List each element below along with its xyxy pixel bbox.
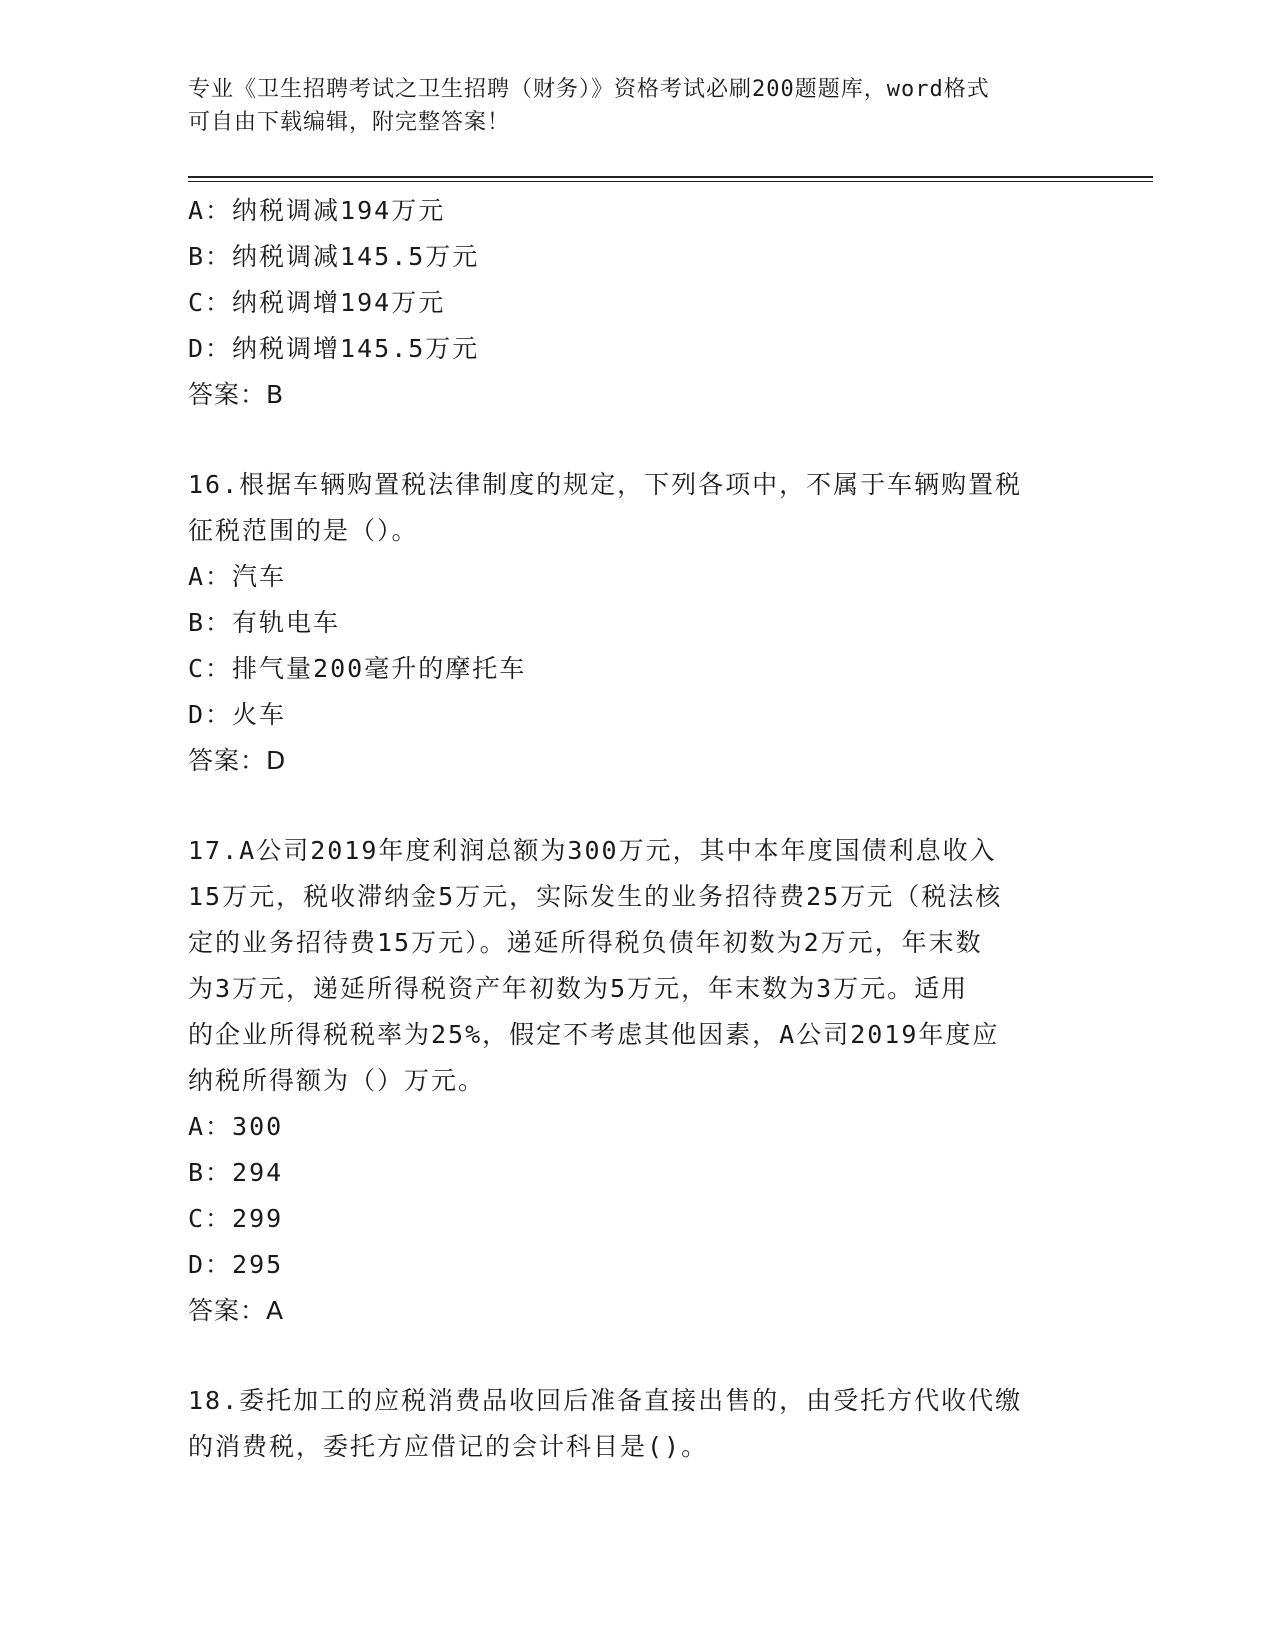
question-text-line: 为3万元，递延所得税资产年初数为5万元，年末数为3万元。适用 bbox=[188, 974, 969, 1003]
header-divider-thick bbox=[188, 176, 1153, 178]
document-header bbox=[188, 73, 1088, 139]
option-c: C：纳税调增194万元 bbox=[188, 288, 446, 317]
question-text-line: 15万元，税收滞纳金5万元，实际发生的业务招待费25万元（税法核 bbox=[188, 882, 1003, 911]
option-a: A：纳税调减194万元 bbox=[188, 196, 446, 225]
question-18 bbox=[188, 1378, 1093, 1470]
option-b: B：有轨电车 bbox=[188, 608, 341, 637]
header-divider-thin bbox=[188, 181, 1153, 182]
option-c: C：299 bbox=[188, 1204, 284, 1233]
answer-line: 答案：D bbox=[188, 746, 287, 775]
question-text-line: 16.根据车辆购置税法律制度的规定，下列各项中，不属于车辆购置税 bbox=[188, 470, 1023, 499]
answer-line: 答案：A bbox=[188, 1296, 285, 1325]
option-b: B：纳税调减145.5万元 bbox=[188, 242, 480, 271]
question-text-line: 的企业所得税税率为25%，假定不考虑其他因素，A公司2019年度应 bbox=[188, 1020, 1000, 1049]
question-text-line: 定的业务招待费15万元）。递延所得税负债年初数为2万元，年末数 bbox=[188, 928, 983, 957]
answer-line: 答案：B bbox=[188, 380, 285, 409]
header-line-1: 专业《卫生招聘考试之卫生招聘（财务）》资格考试必刷200题题库，word格式 bbox=[188, 77, 990, 102]
option-d: D：纳税调增145.5万元 bbox=[188, 334, 480, 363]
question-15-continuation bbox=[188, 188, 1093, 418]
option-a: A：汽车 bbox=[188, 562, 287, 591]
header-line-2: 可自由下载编辑，附完整答案！ bbox=[188, 110, 511, 135]
option-b: B：294 bbox=[188, 1158, 284, 1187]
question-list bbox=[188, 188, 1093, 1470]
question-16 bbox=[188, 462, 1093, 784]
question-17 bbox=[188, 828, 1093, 1334]
question-text-line: 的消费税，委托方应借记的会计科目是()。 bbox=[188, 1432, 709, 1461]
spacer bbox=[188, 784, 1093, 828]
option-a: A：300 bbox=[188, 1112, 284, 1141]
question-text-line: 征税范围的是（）。 bbox=[188, 516, 419, 545]
spacer bbox=[188, 418, 1093, 462]
option-d: D：火车 bbox=[188, 700, 287, 729]
question-text-line: 17.A公司2019年度利润总额为300万元，其中本年度国债利息收入 bbox=[188, 836, 997, 865]
option-c: C：排气量200毫升的摩托车 bbox=[188, 654, 527, 683]
question-text-line: 18.委托加工的应税消费品收回后准备直接出售的，由受托方代收代缴 bbox=[188, 1386, 1023, 1415]
question-text-line: 纳税所得额为（）万元。 bbox=[188, 1066, 486, 1095]
spacer bbox=[188, 1334, 1093, 1378]
option-d: D：295 bbox=[188, 1250, 284, 1279]
